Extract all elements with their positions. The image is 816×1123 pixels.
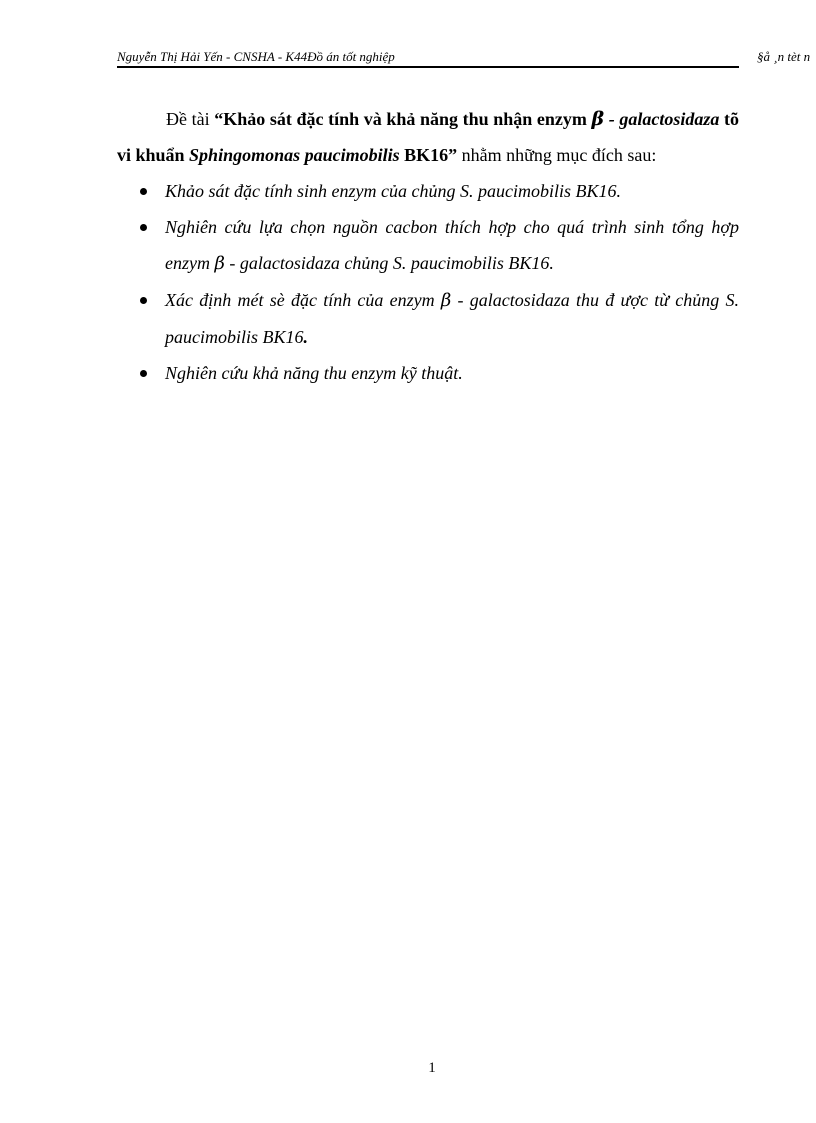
header-right-text: §å ¸n tèt n [757, 49, 811, 64]
objective-text: Nghiên cứu khả năng thu enzym kỹ thuật. [165, 363, 463, 383]
list-item [117, 282, 739, 355]
bullet-icon [140, 188, 147, 195]
species-name: Sphingomonas paucimobilis [189, 145, 400, 165]
bullet-icon [140, 224, 147, 231]
thesis-title-part2: - galactosidaza [604, 109, 720, 129]
list-item [117, 173, 739, 209]
header-left-text: Nguyễn Thị Hải Yến - CNSHA - K44Đồ án tốt nghiệp [117, 49, 395, 64]
thesis-title-part1: “Khảo sát đặc tính và khả năng thu nhận enzym [214, 109, 587, 129]
objectives-list [117, 173, 739, 391]
objective-text: Nghiên cứu lựa chọn nguồn cacbon thích hợp cho quá trình sinh tổng hợp enzym [165, 217, 739, 273]
bullet-icon [140, 297, 147, 304]
strain-name: BK16” [399, 145, 458, 165]
beta-symbol: β [591, 108, 605, 130]
objective-text-after: - galactosidaza chủng S. paucimobilis BK16. [224, 253, 554, 273]
thesis-title-part3: tõ vi khuẩn [117, 109, 739, 165]
objective-end: . [303, 327, 308, 347]
objective-text: Xác định mét sè đặc tính của enzym [165, 290, 441, 310]
list-item [117, 209, 739, 282]
intro-suffix: nhằm những mục đích sau: [457, 145, 657, 165]
page-header [117, 48, 739, 68]
document-body [117, 101, 739, 391]
objective-text: Khảo sát đặc tính sinh enzym của chủng S. paucimobilis BK16. [165, 181, 621, 201]
list-item [117, 355, 739, 391]
bullet-icon [140, 370, 147, 377]
objective-text-after: - galactosidaza thu đ ược từ chủng S. paucimobilis BK16 [165, 290, 739, 347]
page-number: 1 [428, 1060, 436, 1076]
intro-prefix: Đề tài [166, 109, 215, 129]
beta-symbol: β [214, 253, 225, 274]
beta-symbol: β [440, 290, 452, 311]
intro-paragraph [117, 101, 739, 173]
